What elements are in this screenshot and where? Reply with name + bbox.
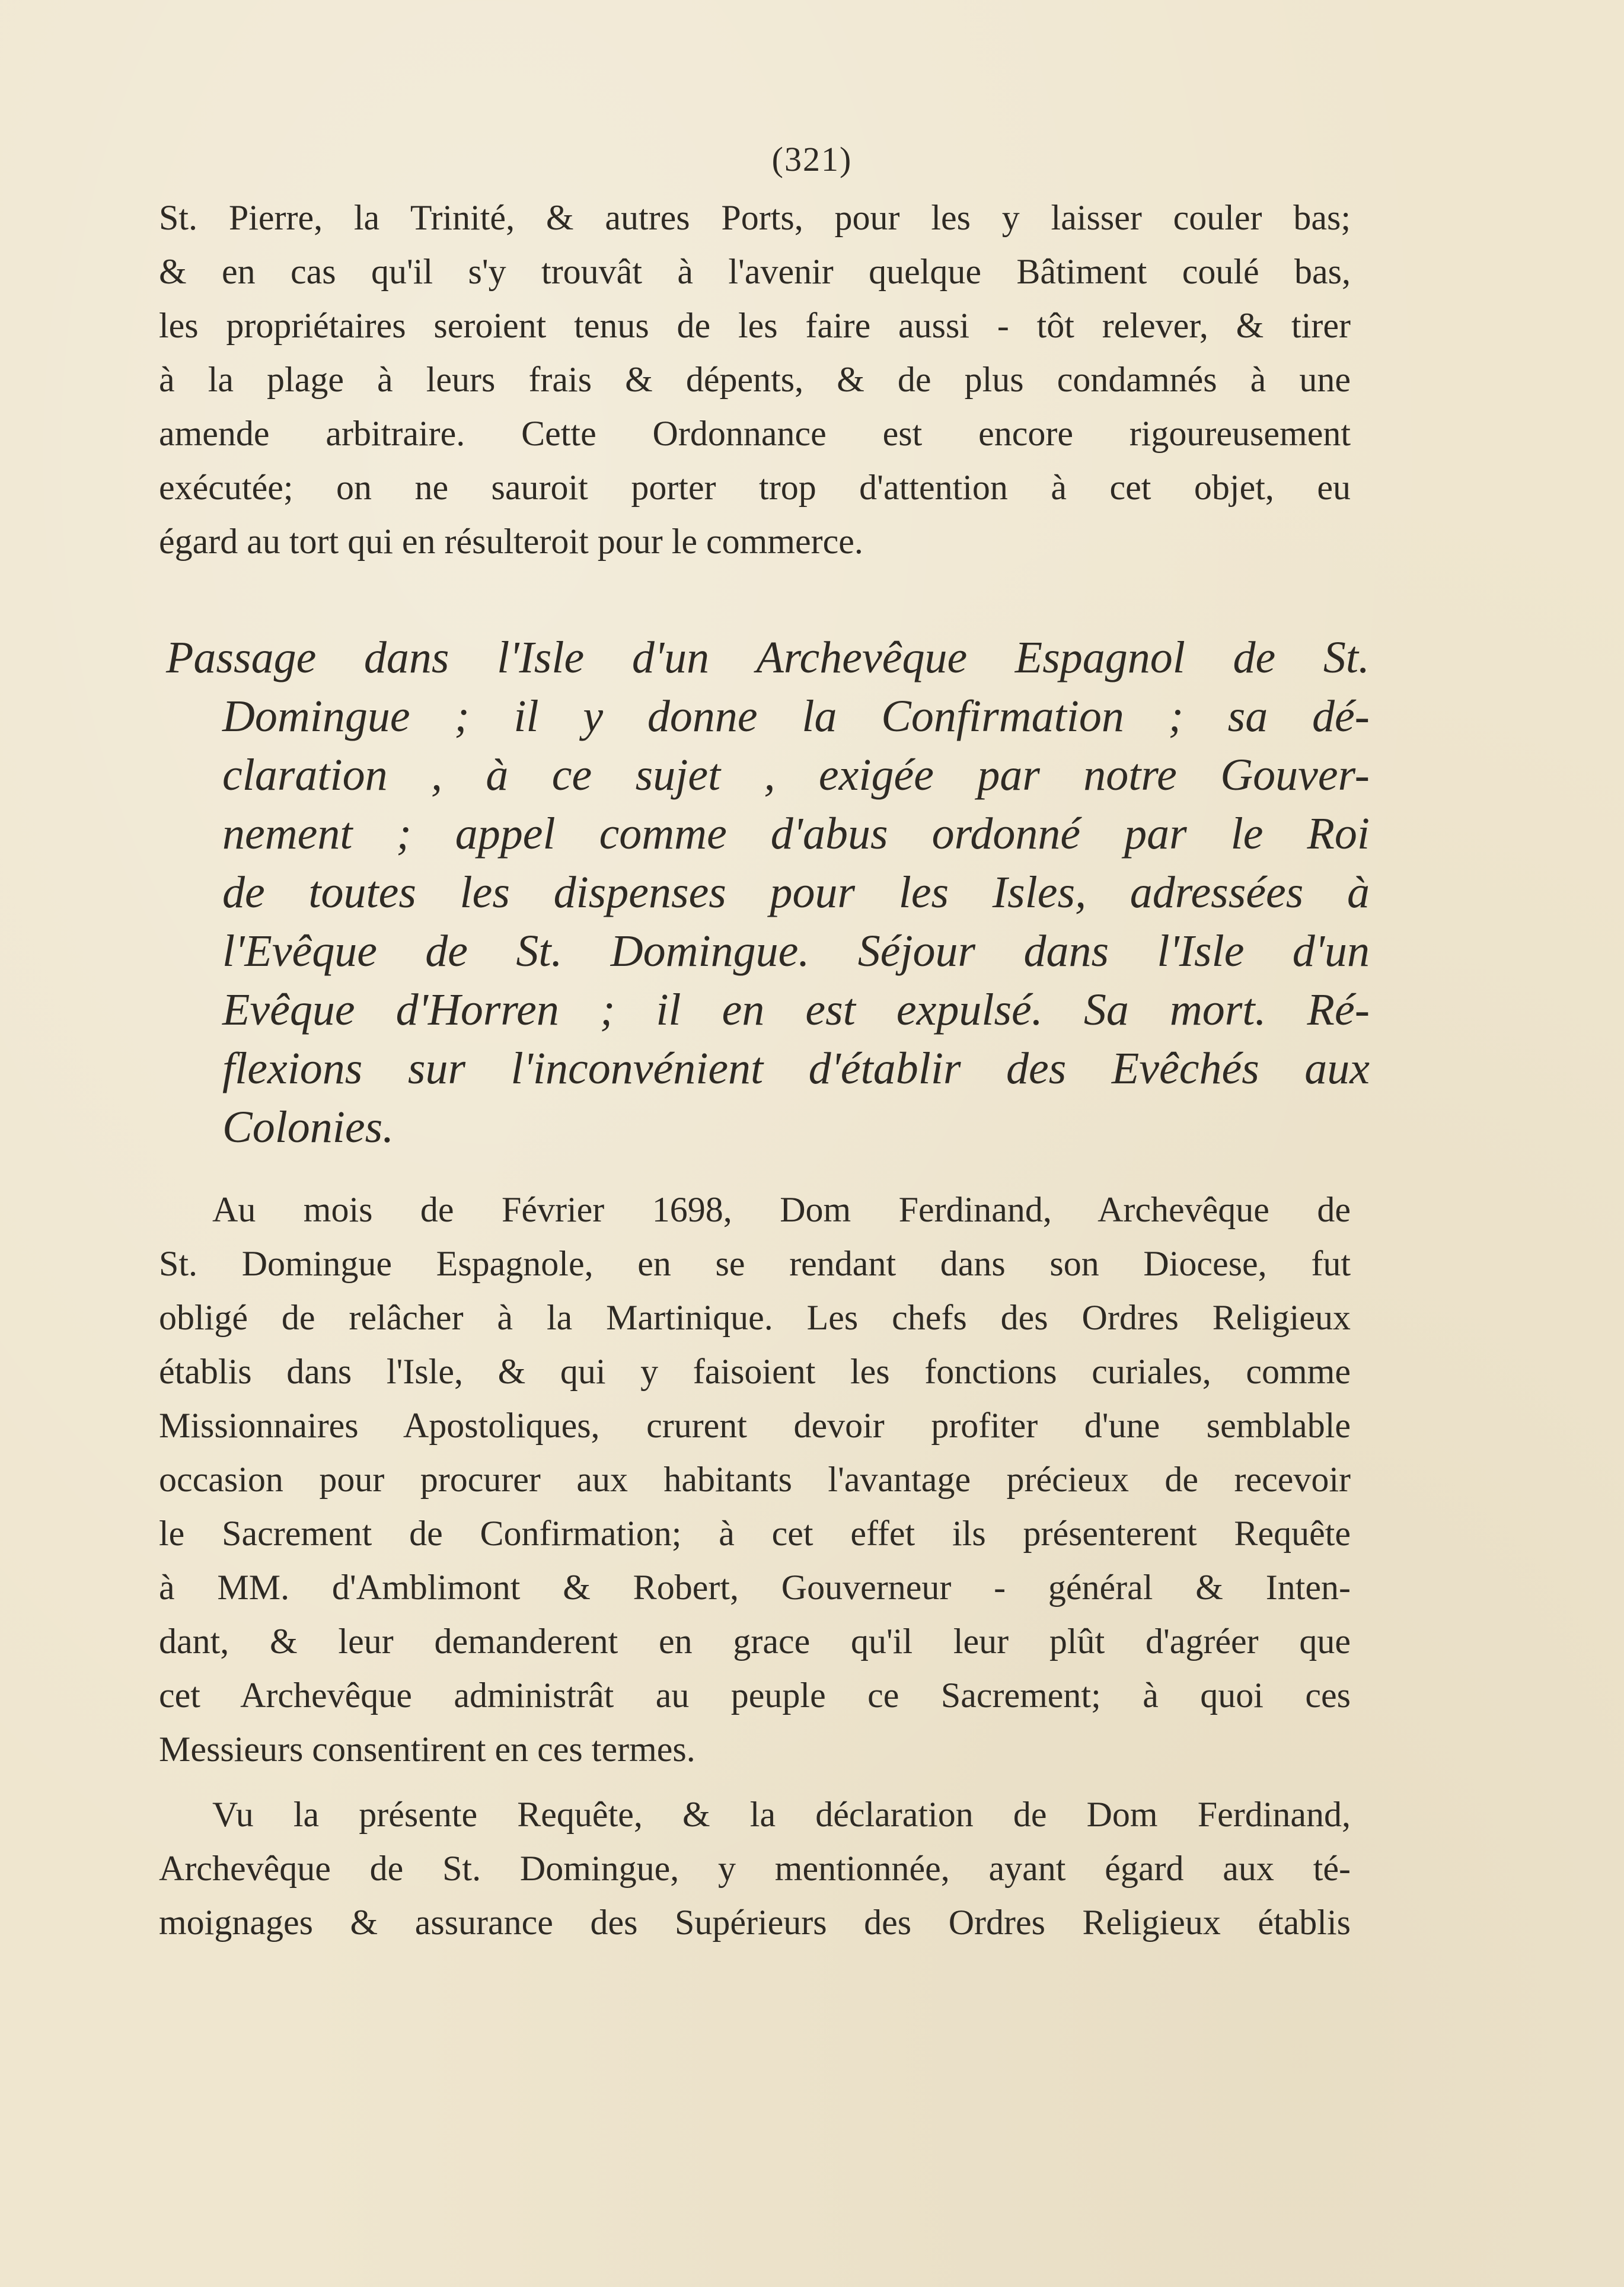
text-line: Au mois de Février 1698, Dom Ferdinand, Archevêque de xyxy=(212,1190,1351,1229)
text-line: égard au tort qui en résulteroit pour le commerce. xyxy=(159,522,863,561)
text-line: à MM. d'Amblimont & Robert, Gouverneur - général & Inten- xyxy=(159,1568,1351,1607)
heading-line: nement ; appel comme d'abus ordonné par le Roi xyxy=(222,809,1370,859)
text-line: exécutée; on ne sauroit porter trop d'attention à cet objet, eu xyxy=(159,468,1351,507)
text-line: St. Domingue Espagnole, en se rendant dans son Diocese, fut xyxy=(159,1244,1351,1283)
section-heading xyxy=(166,629,1370,1157)
heading-line: Evêque d'Horren ; il en est expulsé. Sa mort. Ré- xyxy=(222,985,1370,1035)
text-line: cet Archevêque administrât au peuple ce Sacrement; à quoi ces xyxy=(159,1676,1351,1715)
text-line: le Sacrement de Confirmation; à cet effet ils présenterent Requête xyxy=(159,1514,1351,1553)
text-line: St. Pierre, la Trinité, & autres Ports, pour les y laisser couler bas; xyxy=(159,198,1351,237)
text-line: amende arbitraire. Cette Ordonnance est encore rigoureusement xyxy=(159,414,1351,453)
heading-line: Domingue ; il y donne la Confirmation ; sa dé- xyxy=(222,691,1370,741)
paragraph-2 xyxy=(159,1183,1351,1776)
text-line: & en cas qu'il s'y trouvât à l'avenir quelque Bâtiment coulé bas, xyxy=(159,252,1351,291)
text-line: Messieurs consentirent en ces termes. xyxy=(159,1730,695,1769)
text-line: à la plage à leurs frais & dépents, & de plus condamnés à une xyxy=(159,360,1351,399)
paragraph-3 xyxy=(159,1788,1351,1950)
heading-line: de toutes les dispenses pour les Isles, adressées à xyxy=(222,867,1370,917)
text-line: occasion pour procurer aux habitants l'avantage précieux de recevoir xyxy=(159,1460,1351,1499)
text-line: établis dans l'Isle, & qui y faisoient les fonctions curiales, comme xyxy=(159,1352,1351,1391)
paragraph-1 xyxy=(159,191,1351,569)
text-line: moignages & assurance des Supérieurs des Ordres Religieux établis xyxy=(159,1903,1351,1942)
text-line: obligé de relâcher à la Martinique. Les chefs des Ordres Religieux xyxy=(159,1298,1351,1337)
text-line: dant, & leur demanderent en grace qu'il leur plût d'agréer que xyxy=(159,1622,1351,1661)
heading-line: claration , à ce sujet , exigée par notre Gouver- xyxy=(222,750,1370,800)
text-line: les propriétaires seroient tenus de les faire aussi - tôt relever, & tirer xyxy=(159,306,1351,345)
text-line: Vu la présente Requête, & la déclaration de Dom Ferdinand, xyxy=(212,1795,1351,1834)
heading-line: Colonies. xyxy=(222,1102,394,1152)
heading-line: Passage dans l'Isle d'un Archevêque Espagnol de St. xyxy=(166,633,1370,682)
heading-line: l'Evêque de St. Domingue. Séjour dans l'Isle d'un xyxy=(222,926,1370,976)
text-line: Archevêque de St. Domingue, y mentionnée, ayant égard aux té- xyxy=(159,1849,1351,1888)
text-line: Missionnaires Apostoliques, crurent devoir profiter d'une semblable xyxy=(159,1406,1351,1445)
page-number: (321) xyxy=(771,140,853,178)
heading-line: flexions sur l'inconvénient d'établir des Evêchés aux xyxy=(222,1044,1370,1093)
